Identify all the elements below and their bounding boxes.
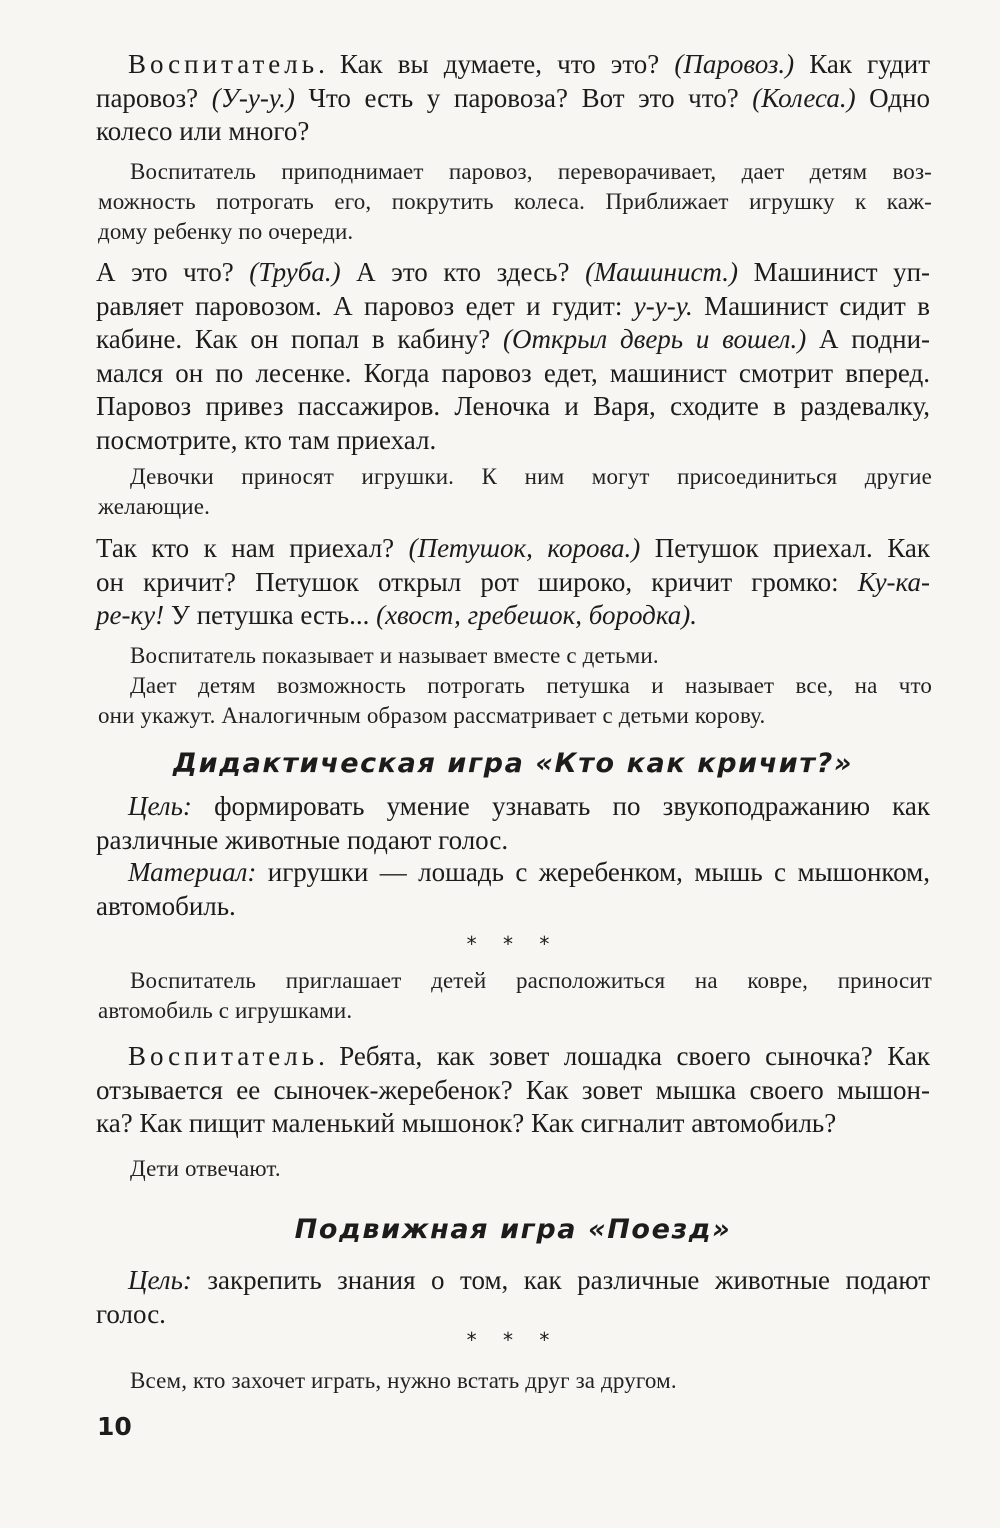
goal-paragraph-2: Цель: закрепить знания о том, как различные животные подают голос. [96,1265,930,1329]
stage-note-1: Воспитатель приподнимает паровоз, переворачивает, дает детям воз- можность потрогать его, покрутить колеса. Приближает игрушку к каж- дому ребенку по очереди. [98,159,932,244]
dialogue-paragraph-1: Воспитатель. Как вы думаете, что это? (Паровоз.) Как гудит паровоз? (У-у-у.) Что есть у паровоза? Вот это что? (Колеса.) Одно колесо или много? [96,49,930,146]
material-paragraph: Материал: игрушки — лошадь с жеребенком, мышь с мышонком, автомобиль. [96,857,930,921]
stage-note-4: Воспитатель приглашает детей расположиться на ковре, приносит автомобиль с игрушками. [98,968,932,1023]
goal-paragraph-1: Цель: формировать умение узнавать по звукоподражанию как различные животные подают голос. [96,791,930,855]
section-heading-movement-game: Подвижная игра «Поезд» [294,1214,732,1245]
section-separator-1: * * * [466,932,560,956]
page-number: 10 [97,1412,132,1441]
speaker-name: Воспитатель [128,49,319,79]
stage-note-5: Дети отвечают. [130,1156,281,1181]
goal-label: Цель: [128,791,192,821]
section-separator-2: * * * [466,1328,560,1352]
goal-label: Цель: [128,1265,192,1295]
dialogue-paragraph-4: Воспитатель. Ребята, как зовет лошадка своего сыночка? Как отзывается ее сыночек-жеребенок? Как зовет мышка своего мышон- ка? Как пищит маленький мышонок? Как сигналит автомобиль? [96,1041,930,1138]
stage-note-6: Всем, кто захочет играть, нужно встать друг за другом. [130,1368,677,1393]
dialogue-paragraph-2: А это что? (Труба.) А это кто здесь? (Машинист.) Машинист уп- равляет паровозом. А паровоз едет и гудит: у-у-у. Машинист сидит в кабине. Как он попал в кабину? (Открыл дверь и вошел.) А подни- мался он по лесенке. Когда паровоз едет, машинист смотрит вперед. Паровоз привез пассажиров. Леночка и Варя, сходите в раздевалку, посмотрите, кто там приехал. [96,257,931,455]
speaker-name: Воспитатель [128,1041,319,1071]
stage-note-2: Девочки приносят игрушки. К ним могут присоединиться другие желающие. [98,464,932,519]
dialogue-paragraph-3: Так кто к нам приехал? (Петушок, корова.) Петушок приехал. Как он кричит? Петушок открыл рот широко, кричит громко: Ку-ка- ре-ку! У петушка есть... (хвост, гребешок, бородка). [96,533,930,630]
section-heading-didactic-game: Дидактическая игра «Кто как кричит?» [173,748,853,779]
stage-note-3: Воспитатель показывает и называет вместе с детьми. Дает детям возможность потрогать петушка и называет все, на что они укажут. Аналогичным образом рассматривает с детьми корову. [98,643,932,728]
material-label: Материал: [128,857,257,887]
